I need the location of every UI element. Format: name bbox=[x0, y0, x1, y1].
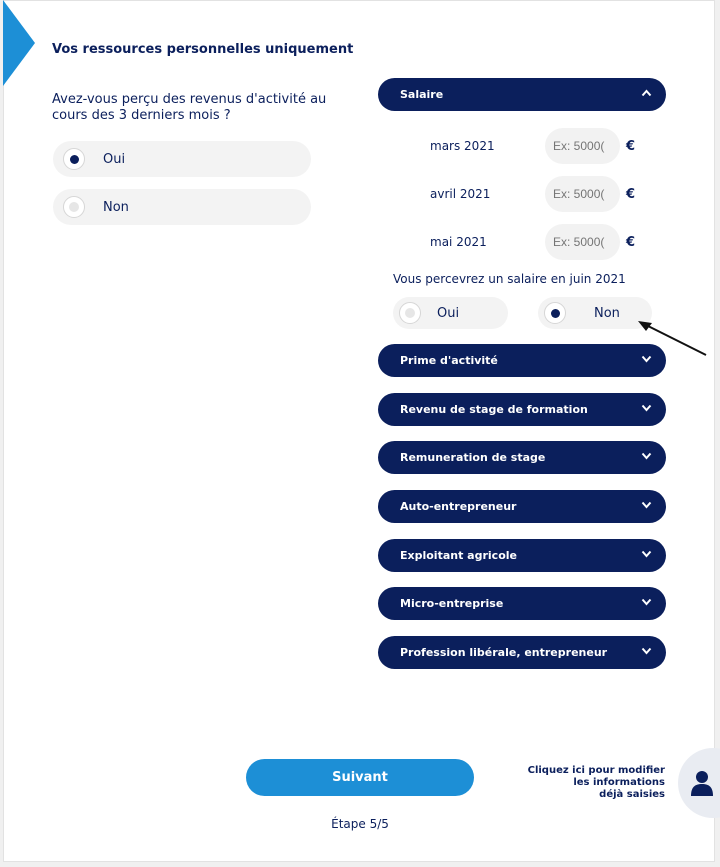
accordion-title: Prime d'activité bbox=[400, 354, 498, 367]
help-line: Cliquez ici pour modifier bbox=[527, 765, 665, 776]
euro-symbol: € bbox=[626, 186, 636, 202]
chevron-up-icon bbox=[641, 89, 652, 100]
radio-unselected-icon bbox=[63, 196, 85, 218]
accordion-exploitant-agricole[interactable] bbox=[378, 539, 666, 572]
juin-salary-question: Vous percevrez un salaire en juin 2021 bbox=[393, 272, 626, 286]
accordion-remuneration-stage[interactable] bbox=[378, 441, 666, 474]
radio-option-non[interactable] bbox=[53, 189, 311, 225]
radio-unselected-icon bbox=[399, 302, 421, 324]
accordion-title: Salaire bbox=[400, 88, 444, 101]
user-icon bbox=[690, 770, 714, 796]
accordion-profession-liberale[interactable] bbox=[378, 636, 666, 669]
radio-selected-icon bbox=[63, 148, 85, 170]
radio-label: Non bbox=[594, 305, 620, 321]
salary-input-mars[interactable] bbox=[545, 128, 620, 164]
salary-input-mai[interactable] bbox=[545, 224, 620, 260]
radio-selected-icon bbox=[544, 302, 566, 324]
activity-income-question: Avez-vous perçu des revenus d'activité au cours des 3 derniers mois ? bbox=[52, 92, 327, 123]
salary-row-avril bbox=[430, 174, 650, 214]
help-line: déjà saisies bbox=[599, 789, 665, 800]
chevron-down-icon bbox=[641, 647, 652, 658]
accordion-title: Remuneration de stage bbox=[400, 451, 546, 464]
month-label: avril 2021 bbox=[430, 187, 491, 201]
juin-radio-oui[interactable] bbox=[393, 297, 508, 329]
month-label: mars 2021 bbox=[430, 139, 495, 153]
accordion-auto-entrepreneur[interactable] bbox=[378, 490, 666, 523]
accordion-title: Exploitant agricole bbox=[400, 549, 517, 562]
radio-label: Non bbox=[103, 199, 129, 215]
chevron-down-icon bbox=[641, 355, 652, 366]
euro-symbol: € bbox=[626, 234, 636, 250]
help-line: les informations bbox=[573, 777, 665, 788]
section-title: Vos ressources personnelles uniquement bbox=[52, 42, 354, 57]
salary-row-mars bbox=[430, 126, 650, 166]
step-indicator: Étape 5/5 bbox=[331, 817, 389, 831]
accordion-salaire[interactable] bbox=[378, 78, 666, 111]
accordion-prime-activite[interactable] bbox=[378, 344, 666, 377]
accordion-revenu-stage-formation[interactable] bbox=[378, 393, 666, 426]
chevron-down-icon bbox=[641, 452, 652, 463]
euro-symbol: € bbox=[626, 138, 636, 154]
salary-row-mai bbox=[430, 222, 650, 262]
salary-input-avril[interactable] bbox=[545, 176, 620, 212]
chevron-down-icon bbox=[641, 598, 652, 609]
accordion-title: Revenu de stage de formation bbox=[400, 403, 588, 416]
chevron-down-icon bbox=[641, 404, 652, 415]
next-button[interactable]: Suivant bbox=[246, 759, 474, 796]
radio-label: Oui bbox=[437, 305, 460, 321]
radio-option-oui[interactable] bbox=[53, 141, 311, 177]
accordion-title: Micro-entreprise bbox=[400, 597, 504, 610]
chevron-down-icon bbox=[641, 550, 652, 561]
corner-triangle-decoration bbox=[3, 0, 35, 86]
radio-label: Oui bbox=[103, 151, 126, 167]
edit-info-link[interactable] bbox=[505, 765, 665, 801]
accordion-title: Profession libérale, entrepreneur bbox=[400, 646, 608, 659]
accordion-micro-entreprise[interactable] bbox=[378, 587, 666, 620]
chevron-down-icon bbox=[641, 501, 652, 512]
month-label: mai 2021 bbox=[430, 235, 487, 249]
accordion-title: Auto-entrepreneur bbox=[400, 500, 517, 513]
